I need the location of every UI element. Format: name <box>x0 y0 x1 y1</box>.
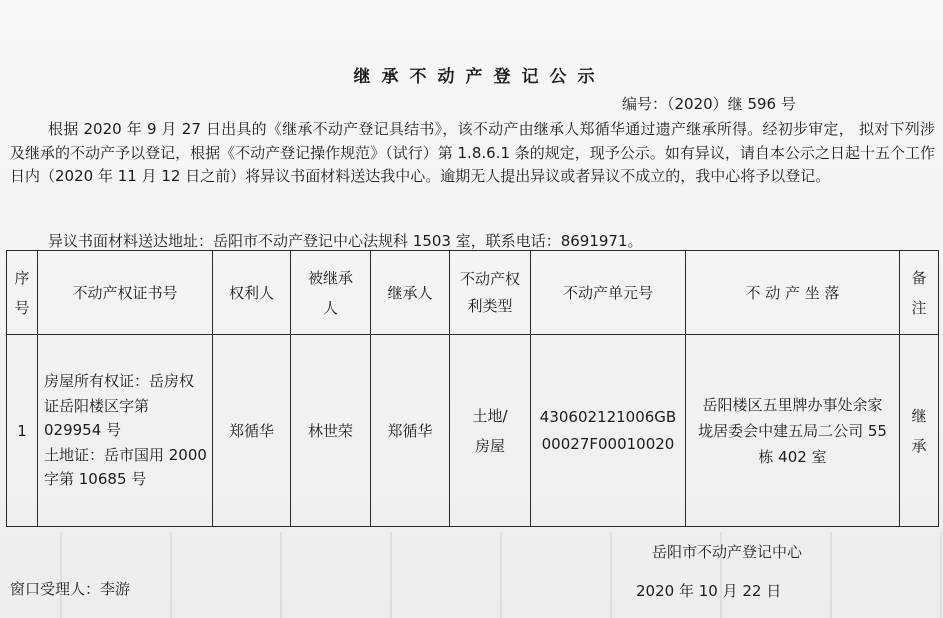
cell-location <box>686 335 900 527</box>
header-decedent <box>291 251 371 335</box>
header-rights-holder: 权利人 <box>213 251 291 335</box>
cell-remark <box>900 335 939 527</box>
cell-right-type <box>450 335 531 527</box>
cell-heir: 郑循华 <box>371 335 450 527</box>
table-header-row <box>7 251 939 335</box>
cell-unit-no <box>531 335 686 527</box>
header-location: 不 动 产 坐 落 <box>686 251 900 335</box>
inheritance-table <box>6 250 939 527</box>
header-right-type-text: 不动产权利类型 <box>459 269 520 315</box>
header-remark-text: 备注 <box>911 268 927 317</box>
header-unit-no: 不动产单元号 <box>531 251 686 335</box>
issue-date: 2020 年 10 月 22 日 <box>636 582 782 600</box>
header-seq-text: 序号 <box>14 268 30 317</box>
document-number: 编号：（2020）继 596 号 <box>622 95 796 113</box>
cell-unit-no-text: 430602121006GB00027F00010020 <box>539 407 677 453</box>
cell-decedent: 林世荣 <box>291 335 371 527</box>
window-clerk: 窗口受理人：李游 <box>10 580 131 598</box>
objection-address: 异议书面材料送达地址：岳阳市不动产登记中心法规科 1503 室，联系电话：8691971。 <box>48 232 643 250</box>
header-seq <box>7 251 38 335</box>
header-heir: 继承人 <box>371 251 450 335</box>
cell-cert-no: 房屋所有权证：岳房权证岳阳楼区字第 029954 号 土地证：岳市国用 2000 字第 10685 号 <box>38 335 213 527</box>
cell-remark-text: 继承 <box>911 406 927 455</box>
cell-seq: 1 <box>7 335 38 527</box>
cell-rights-holder: 郑循华 <box>213 335 291 527</box>
cell-right-type-text: 土地/房屋 <box>472 406 508 455</box>
table-row <box>7 335 939 527</box>
header-decedent-text: 被继承人 <box>307 268 353 317</box>
header-right-type <box>450 251 531 335</box>
header-cert-no: 不动产权证书号 <box>38 251 213 335</box>
notice-title: 继承不动产登记公示 <box>353 67 606 87</box>
issuing-bureau: 岳阳市不动产登记中心 <box>652 543 803 561</box>
cell-location-text: 岳阳楼区五里牌办事处余家垅居委会中建五局二公司 55 栋 402 室 <box>698 395 887 466</box>
notice-body: 根据 2020 年 9 月 27 日出具的《继承不动产登记具结书》，该不动产由继承人郑循华通过遗产继承所得。经初步审定， 拟对下列涉及继承的不动产予以登记，根据《不动产登记操作规范》（试行）第 1.8.6.1 条的规定，现予公示。如有异议，请自本公示之日起十五个工作日内（2020 年 11 月 12 日之前）将异议书面材料送达我中心。逾期无人提出异议或者异议不成立的，我中心将予以登记。 <box>10 120 935 185</box>
header-remark <box>900 251 939 335</box>
